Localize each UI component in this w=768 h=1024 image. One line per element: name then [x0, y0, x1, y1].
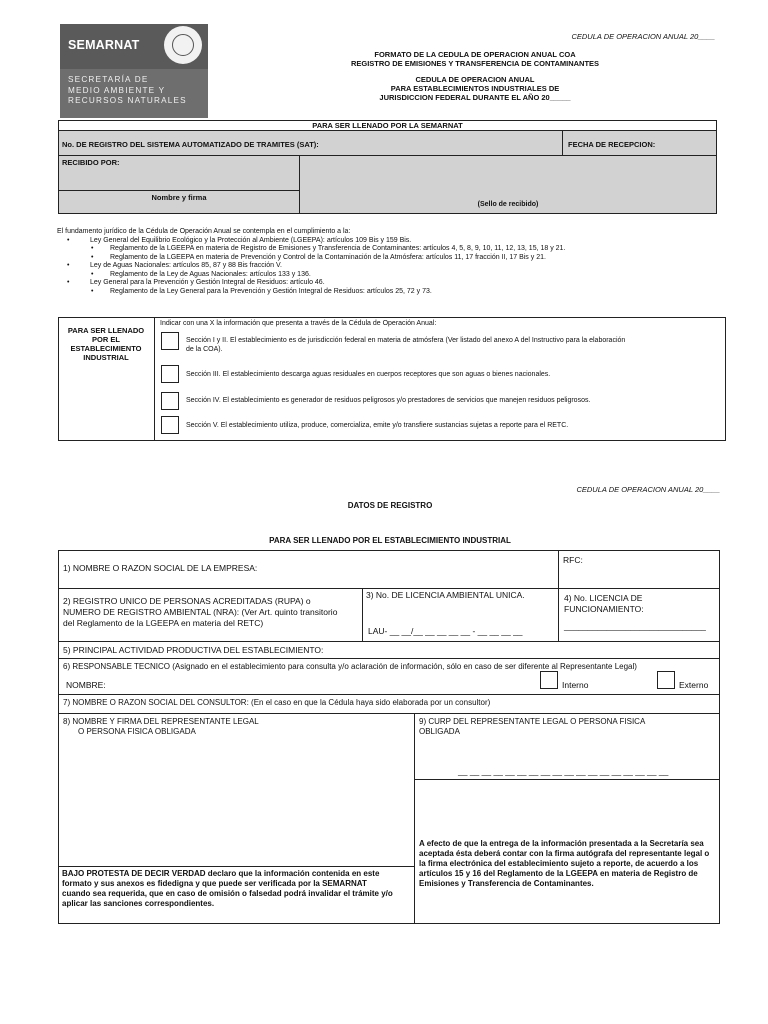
- legal-foundation: [57, 228, 737, 296]
- divider: [558, 550, 559, 588]
- legal-list: [57, 237, 737, 297]
- interno-checkbox[interactable]: [540, 671, 558, 689]
- licencia-funcionamiento-label: 4) No. LICENCIA DE FUNCIONAMIENTO:: [564, 593, 644, 614]
- divider: [59, 155, 716, 156]
- section-v-text: Sección V. El establecimiento utiliza, produce, comercializa, emite y/o transfiere sustancias sujetas a reporte para el RETC.: [186, 422, 569, 429]
- datos-registro-title: DATOS DE REGISTRO: [347, 501, 433, 510]
- legal-item: • Ley General del Equilibrio Ecológico y la Protección al Ambiente (LGEEPA): artículos 109 Bis y 159 Bis.: [67, 236, 412, 244]
- licencia-funcionamiento-blank[interactable]: ______________________________: [564, 621, 706, 631]
- divider: [58, 641, 720, 642]
- efecto-text: A efecto de que la entrega de la información presentada a la Secretaría sea aceptada ésta deberá contar con la firma autógrafa del representante legal o la firma electrónica del establecimiento sujeto a reporte, de acuerdo a los artículos 15 y 16 del Reglamento de la LGEEPA en materia de Registro de Emisiones y Transferencia de Contaminantes.: [419, 839, 710, 888]
- title-line: REGISTRO DE EMISIONES Y TRANSFERENCIA DE CONTAMINANTES: [350, 59, 600, 68]
- semarnat-box-title: PARA SER LLENADO POR LA SEMARNAT: [58, 121, 717, 131]
- divider: [58, 658, 720, 659]
- divider: [414, 713, 415, 924]
- divider: [154, 317, 155, 441]
- cedula-year-page2: CEDULA DE OPERACION ANUAL 20____: [576, 485, 720, 494]
- semarnat-logo: [60, 24, 208, 118]
- actividad-productiva-label: 5) PRINCIPAL ACTIVIDAD PRODUCTIVA DEL ESTABLECIMIENTO:: [63, 645, 324, 655]
- curp-blank[interactable]: __ __ __ __ __ __ __ __ __ __ __ __ __ __ __ __ __ __: [458, 766, 669, 776]
- form-title: [310, 50, 640, 68]
- logo-sub-line: RECURSOS NATURALES: [68, 96, 187, 105]
- curp-label: 9) CURP DEL REPRESENTANTE LEGAL O PERSONA FISICA OBLIGADA: [419, 717, 646, 736]
- protesta-text: BAJO PROTESTA DE DECIR VERDAD declaro que la información contenida en este formato y sus anexos es fidedigna y que puede ser verificada por la SEMARNAT cuando sea requerida, que en caso de omisión o falsedad podrá invalidar el trámite y/o aplicar las sanciones correspondientes.: [62, 869, 393, 908]
- section-iv-text: Sección IV. El establecimiento es generador de residuos peligrosos y/o prestadores de servicios que manejen residuos peligrosos.: [186, 397, 591, 404]
- rfc-label: RFC:: [563, 555, 583, 565]
- section-i-ii-text: Sección I y II. El establecimiento es de jurisdicción federal en materia de atmósfera (Ver listado del anexo A del Instructivo para la elaboración de la COA).: [186, 337, 626, 353]
- datos-registro-subtitle: PARA SER LLENADO POR EL ESTABLECIMIENTO INDUSTRIAL: [269, 536, 511, 545]
- section-i-ii-checkbox[interactable]: [161, 332, 179, 350]
- national-seal-icon: [164, 26, 202, 64]
- logo-sub-line: SECRETARÍA DE: [68, 75, 149, 84]
- nombre-firma-label: Nombre y firma: [151, 193, 207, 202]
- rupa-nra-label: 2) REGISTRO UNICO DE PERSONAS ACREDITADAS (RUPA) o NUMERO DE REGISTRO AMBIENTAL (NRA): (Ver Art. quinto transitorio del Reglamento de la LGEEPA en materia del RETC): [63, 596, 338, 628]
- cedula-year-top: CEDULA DE OPERACION ANUAL 20____: [571, 32, 715, 41]
- subtitle-line: JURISDICCION FEDERAL DURANTE EL AÑO 20_____: [379, 93, 571, 102]
- divider: [362, 588, 363, 641]
- consultor-label: 7) NOMBRE O RAZON SOCIAL DEL CONSULTOR: (En el caso en que la Cédula haya sido elaborada por un consultor): [63, 698, 491, 707]
- logo-banner: [60, 24, 208, 69]
- divider: [562, 131, 563, 155]
- title-line: FORMATO DE LA CEDULA DE OPERACION ANUAL COA: [374, 50, 576, 59]
- externo-checkbox[interactable]: [657, 671, 675, 689]
- logo-sub-line: MEDIO AMBIENTE Y: [68, 85, 166, 95]
- section-iii-checkbox[interactable]: [161, 365, 179, 383]
- divider: [59, 190, 299, 191]
- lau-blank[interactable]: LAU- __ __/__ __ __ __ __ - __ __ __ __: [368, 626, 523, 636]
- divider: [58, 713, 720, 714]
- interno-label: Interno: [562, 680, 589, 690]
- logo-brand: SEMARNAT: [68, 38, 140, 52]
- responsable-tecnico-label: 6) RESPONSABLE TECNICO (Asignado en el establecimiento para consulta y/o aclaración de información, sólo en caso de ser diferente al Representante Legal): [63, 662, 637, 671]
- section-iii-text: Sección III. El establecimiento descarga aguas residuales en cuerpos receptores que son aguas o bienes nacionales.: [186, 371, 551, 378]
- sello-label: (Sello de recibido): [477, 201, 539, 208]
- legal-item: • Reglamento de la Ley General para la Prevención y Gestión Integral de Residuos: artículos 25, 72 y 73.: [91, 287, 432, 295]
- legal-item: • Reglamento de la LGEEPA en materia de Prevención y Control de la Contaminación de la Atmósfera: artículos 11, 17 fracción II, 17 Bis y 21.: [91, 253, 546, 261]
- legal-item: • Reglamento de la Ley de Aguas Nacionales: artículos 133 y 136.: [91, 270, 311, 278]
- externo-label: Externo: [679, 680, 709, 690]
- legal-intro: El fundamento jurídico de la Cédula de Operación Anual se contempla en el cumplimiento a la:: [57, 228, 351, 235]
- empresa-label: 1) NOMBRE O RAZON SOCIAL DE LA EMPRESA:: [63, 563, 258, 573]
- section-v-checkbox[interactable]: [161, 416, 179, 434]
- divider: [558, 588, 559, 641]
- logo-subtitle: [68, 75, 187, 107]
- legal-item: • Ley General para la Prevención y Gestión Integral de Residuos: artículo 46.: [67, 279, 325, 286]
- divider: [58, 694, 720, 695]
- legal-item: • Reglamento de la LGEEPA en materia de Registro de Emisiones y Transferencia de Contaminantes: artículos 4, 5, 8, 9, 10, 11, 12, 13, 15, 18 y 21.: [91, 245, 566, 252]
- industrial-instruction: Indicar con una X la información que presenta a través de la Cédula de Operación Anual:: [160, 320, 437, 327]
- divider: [415, 779, 720, 780]
- divider: [58, 866, 414, 867]
- representante-legal-label: 8) NOMBRE Y FIRMA DEL REPRESENTANTE LEGAL O PERSONA FISICA OBLIGADA: [63, 717, 259, 736]
- licencia-ambiental-label: 3) No. DE LICENCIA AMBIENTAL UNICA.: [366, 590, 525, 600]
- subtitle-line: PARA ESTABLECIMIENTOS INDUSTRIALES DE: [390, 84, 560, 93]
- form-subtitle: [330, 75, 620, 102]
- responsable-nombre-label: NOMBRE:: [66, 680, 106, 690]
- divider: [58, 588, 720, 589]
- sat-registro-label: No. DE REGISTRO DEL SISTEMA AUTOMATIZADO DE TRAMITES (SAT):: [62, 140, 319, 149]
- legal-item: • Ley de Aguas Nacionales: artículos 85, 87 y 88 Bis fracción V.: [67, 262, 282, 269]
- section-iv-checkbox[interactable]: [161, 392, 179, 410]
- recibido-por-label: RECIBIDO POR:: [62, 158, 120, 167]
- industrial-box-label: PARA SER LLENADO POR EL ESTABLECIMIENTO INDUSTRIAL: [67, 326, 145, 362]
- fecha-recepcion-label: FECHA DE RECEPCION:: [568, 140, 656, 149]
- subtitle-line: CEDULA DE OPERACION ANUAL: [415, 75, 535, 84]
